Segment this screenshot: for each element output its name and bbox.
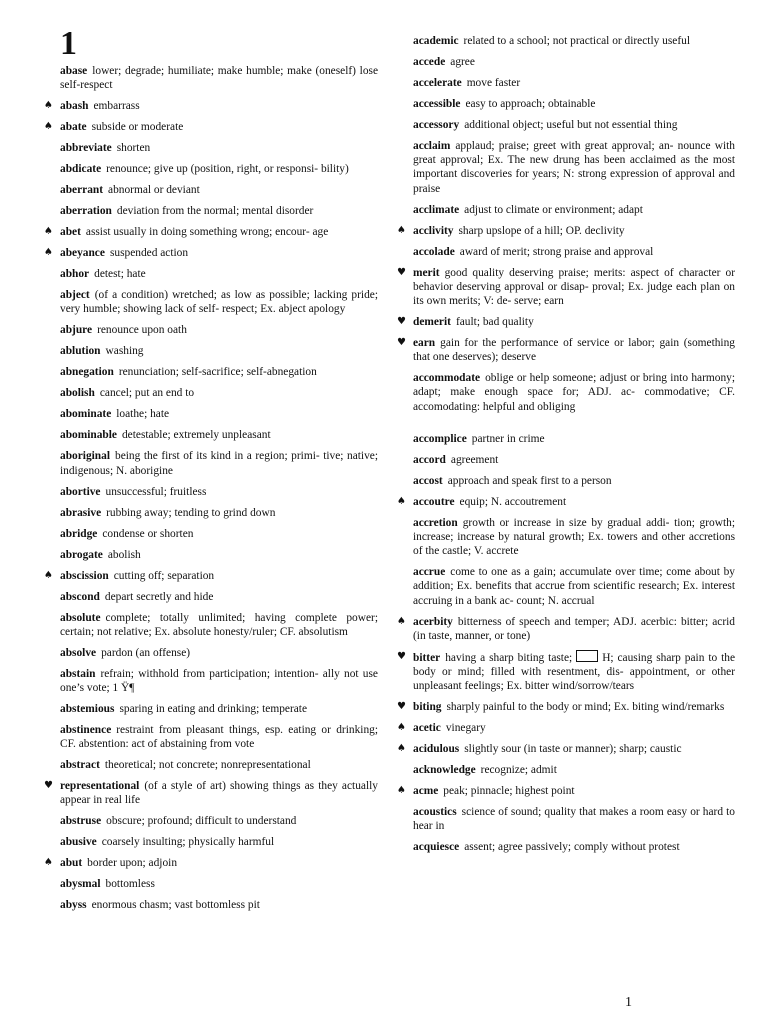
entry-term: merit: [413, 266, 440, 279]
entry-definition: condense or shorten: [102, 527, 194, 540]
spade-icon: ♠: [44, 569, 53, 581]
entry-term: abscond: [60, 590, 100, 603]
entry-term: abhor: [60, 268, 90, 281]
entry-term: academic: [413, 35, 459, 47]
spade-icon: ♠: [397, 743, 406, 755]
entry-definition: growth or increase in size by gradual addi- tion; growth; increase; increase by natural growth; Ex. towers and other accretions of the castle; V. accrete: [413, 516, 735, 558]
dictionary-entry: [44, 611, 378, 639]
dictionary-entry: [397, 139, 735, 196]
entry-term: accede: [413, 56, 446, 68]
entry-definition: sharply painful to the body or mind; Ex. biting wind/remarks: [446, 701, 725, 714]
dictionary-entry: [397, 516, 735, 559]
dictionary-entry: [397, 495, 735, 509]
entry-definition: sparing in eating and drinking; temperate: [119, 703, 308, 716]
entry-definition: peak; pinnacle; highest point: [443, 785, 575, 798]
spade-icon: ♠: [44, 857, 53, 869]
entry-definition: rubbing away; tending to grind down: [106, 506, 276, 519]
dictionary-entry: [397, 721, 735, 735]
entry-definition: shorten: [116, 142, 151, 155]
entry-definition: subside or moderate: [91, 121, 184, 134]
dictionary-entry: [44, 141, 378, 155]
dictionary-entry: [44, 779, 378, 807]
entry-definition: unsuccessful; fruitless: [105, 485, 207, 498]
dictionary-entry: [397, 76, 735, 90]
entry-definition: assist usually in doing something wrong; encour- age: [85, 226, 329, 239]
entry-term: accessory: [413, 119, 460, 131]
entry-term: abate: [60, 121, 87, 134]
entry-term: accost: [413, 474, 443, 487]
entry-term: absolute: [60, 611, 101, 624]
entry-term: abut: [60, 857, 83, 870]
dictionary-entry: [397, 453, 735, 467]
entry-definition: slightly sour (in taste or manner); sharp; caustic: [464, 743, 682, 756]
entry-term: abusive: [60, 836, 97, 849]
left-column: [44, 64, 378, 919]
dictionary-entry: [44, 428, 378, 442]
spade-icon: ♠: [44, 247, 53, 259]
spade-icon: ♠: [44, 121, 53, 133]
spade-icon: ♠: [397, 224, 406, 236]
entry-term: biting: [413, 701, 442, 714]
entry-definition: enormous chasm; vast bottomless pit: [91, 899, 260, 912]
entry-definition: recognize; admit: [480, 764, 557, 777]
spade-icon: ♠: [397, 615, 406, 627]
entry-term: abrasive: [60, 506, 102, 519]
heart-icon: ♥: [44, 780, 53, 792]
page-heading-number: 1: [60, 25, 77, 62]
entry-term: absolve: [60, 646, 97, 659]
dictionary-entry: [44, 485, 378, 499]
dictionary-entry: [44, 225, 378, 239]
dictionary-entry: [397, 784, 735, 798]
entry-term: accolade: [413, 245, 455, 258]
entry-definition: partner in crime: [471, 432, 545, 445]
entry-term: acoustics: [413, 806, 457, 819]
entry-definition: vinegary: [445, 722, 486, 735]
empty-box-icon: [576, 650, 598, 662]
entry-definition: award of merit; strong praise and approval: [459, 245, 654, 258]
dictionary-entry: [44, 646, 378, 660]
dictionary-entry: [44, 449, 378, 477]
entry-definition: assent; agree passively; comply without protest: [464, 841, 680, 854]
dictionary-entry: [44, 702, 378, 716]
entry-term: acidulous: [413, 743, 460, 756]
dictionary-entry: [44, 267, 378, 281]
entry-definition: obscure; profound; difficult to understand: [106, 815, 297, 828]
entry-definition: deviation from the normal; mental disorder: [116, 205, 314, 218]
dictionary-entry: [397, 245, 735, 259]
dictionary-entry: [44, 64, 378, 92]
entry-term: accelerate: [413, 77, 462, 89]
dictionary-entry: [44, 548, 378, 562]
entry-definition: suspended action: [109, 247, 189, 260]
entry-term: aboriginal: [60, 450, 111, 463]
entry-definition: move faster: [466, 77, 521, 89]
heart-icon: ♥: [397, 650, 406, 662]
entry-term: demerit: [413, 316, 451, 329]
entry-definition: approach and speak first to a person: [447, 474, 612, 487]
entry-term: abyss: [60, 899, 87, 912]
dictionary-entry: [397, 34, 735, 48]
entry-definition: renounce upon oath: [97, 324, 187, 337]
entry-definition: border upon; adjoin: [87, 857, 178, 870]
entry-term: accomplice: [413, 432, 467, 445]
entry-definition: cutting off; separation: [113, 569, 215, 582]
dictionary-entry: [397, 315, 735, 329]
dictionary-entry: [397, 97, 735, 111]
entry-definition: fault; bad quality: [455, 316, 534, 329]
entry-definition: gain for the performance of service or labor; gain (something that one deserves); deserve: [413, 337, 735, 364]
dictionary-entry: [397, 763, 735, 777]
entry-definition: bottomless: [105, 878, 155, 891]
entry-definition: agreement: [450, 453, 499, 466]
entry-term: abstemious: [60, 703, 115, 716]
entry-term: abnegation: [60, 366, 114, 379]
entry-term: abridge: [60, 527, 98, 540]
spade-icon: ♠: [397, 785, 406, 797]
entry-term: abbreviate: [60, 142, 112, 155]
entry-term: abortive: [60, 485, 101, 498]
spade-icon: ♠: [44, 226, 53, 238]
entry-definition: detestable; extremely unpleasant: [121, 429, 271, 442]
dictionary-entry: [397, 203, 735, 217]
entry-definition: coarsely insulting; physically harmful: [101, 836, 275, 849]
entry-definition: good quality deserving praise; merits: aspect of character or behavior deserving approval or disap- proval; Ex. judge each plan on its own merits; V: de- serve; earn: [413, 266, 735, 308]
entry-term: abstinence: [60, 724, 112, 737]
entry-term: aberration: [60, 205, 112, 218]
entry-term: abjure: [60, 324, 93, 337]
dictionary-entry: [44, 569, 378, 583]
entry-definition-continued: H; causing sharp pain to the body or mind; filled with resentment, dis- appointment, or other unpleasant feelings; Ex. bitter wind/sorrow/tears: [413, 651, 735, 693]
dictionary-entry: [44, 344, 378, 358]
dictionary-entry: [397, 650, 735, 694]
dictionary-entry: [397, 55, 735, 69]
entry-term: abrogate: [60, 548, 103, 561]
entry-term: acetic: [413, 722, 441, 735]
entry-definition: renunciation; self-sacrifice; self-abnegation: [118, 366, 317, 379]
entry-term: abstruse: [60, 815, 102, 828]
entry-term: accoutre: [413, 495, 455, 508]
entry-term: acme: [413, 785, 439, 798]
dictionary-entry: [397, 840, 735, 854]
entry-definition: related to a school; not practical or directly useful: [463, 35, 691, 47]
dictionary-entry: [44, 877, 378, 891]
entry-term: acknowledge: [413, 764, 476, 777]
entry-term: acclaim: [413, 140, 451, 152]
entry-definition: complete; totally unlimited; having complete power; certain; not relative; Ex. absolute honesty/ruler; CF. absolutism: [60, 611, 378, 638]
entry-term: abysmal: [60, 878, 101, 891]
entry-definition: applaud; praise; greet with great approval; an- nounce with great approval; Ex. The new drung has been acclaimed as the most important discoveries for years; N: strong expression of approval and praise: [413, 140, 735, 195]
entry-definition: adjust to climate or environment; adapt: [464, 203, 643, 216]
entry-term: accommodate: [413, 372, 481, 385]
heart-icon: ♥: [397, 701, 406, 713]
entry-term: accretion: [413, 516, 458, 529]
dictionary-entry: [397, 118, 735, 132]
dictionary-entry: [44, 758, 378, 772]
entry-term: accrue: [413, 566, 446, 579]
entry-definition: easy to approach; obtainable: [465, 98, 596, 110]
heart-icon: ♥: [397, 337, 406, 349]
dictionary-entry: [397, 432, 735, 446]
dictionary-entry: [397, 224, 735, 238]
dictionary-entry: [44, 204, 378, 218]
entry-term: accessible: [413, 98, 461, 110]
entry-definition: equip; N. accoutrement: [459, 495, 567, 508]
dictionary-entry: [397, 700, 735, 714]
dictionary-entry: [44, 120, 378, 134]
dictionary-entry: [397, 805, 735, 833]
entry-term: abeyance: [60, 247, 105, 260]
spade-icon: ♠: [397, 722, 406, 734]
entry-definition: theoretical; not concrete; nonrepresentational: [104, 759, 311, 772]
entry-term: abdicate: [60, 163, 102, 176]
entry-definition: embarrass: [93, 100, 140, 113]
spade-icon: ♠: [44, 100, 53, 112]
right-column: [397, 34, 735, 861]
dictionary-entry: [44, 162, 378, 176]
dictionary-entry: [397, 266, 735, 309]
entry-definition: restraint from pleasant things, esp. eating or drinking; CF. abstention: act of abstaining from vote: [60, 724, 378, 751]
dictionary-entry: [44, 246, 378, 260]
entry-term: ablution: [60, 345, 101, 358]
entry-definition: abolish: [107, 548, 141, 561]
dictionary-entry: [44, 288, 378, 316]
entry-term: abominate: [60, 408, 112, 421]
dictionary-entry: [44, 386, 378, 400]
dictionary-entry: [397, 336, 735, 364]
entry-term: representational: [60, 780, 140, 793]
entry-term: abet: [60, 226, 81, 239]
heart-icon: ♥: [397, 316, 406, 328]
entry-term: aberrant: [60, 184, 104, 197]
dictionary-entry: [397, 615, 735, 643]
entry-definition: (of a style of art) showing things as they actually appear in real life: [60, 780, 378, 807]
spade-icon: ♠: [397, 495, 406, 507]
entry-definition: bitterness of speech and temper; ADJ. acerbic: bitter; acrid (in taste, manner, or tone): [413, 615, 735, 642]
entry-term: abase: [60, 65, 88, 77]
entry-definition: (of a condition) wretched; as low as possible; lacking pride; very humble; showing lack of self- respect; Ex. abject apology: [60, 289, 378, 316]
dictionary-entry: [44, 898, 378, 912]
entry-term: abstain: [60, 667, 96, 680]
dictionary-entry: [44, 183, 378, 197]
entry-definition: pardon (an offense): [101, 646, 191, 659]
entry-definition: washing: [105, 345, 144, 358]
entry-term: acerbity: [413, 615, 453, 628]
entry-term: abolish: [60, 387, 95, 400]
entry-definition: agree: [450, 56, 475, 68]
entry-term: acclimate: [413, 203, 460, 216]
dictionary-entry: [44, 407, 378, 421]
entry-definition: cancel; put an end to: [99, 387, 195, 400]
dictionary-entry: [44, 590, 378, 604]
footer-page-number: 1: [625, 995, 632, 1010]
dictionary-entry: [44, 814, 378, 828]
entry-definition: loathe; hate: [116, 408, 170, 421]
dictionary-entry: [44, 527, 378, 541]
entry-term: abash: [60, 100, 89, 113]
entry-term: abject: [60, 289, 90, 302]
entry-definition: detest; hate: [94, 268, 146, 281]
dictionary-entry: [44, 506, 378, 520]
entry-definition: depart secretly and hide: [104, 590, 214, 603]
dictionary-entry: [44, 835, 378, 849]
entry-definition: renounce; give up (position, right, or responsi- bility): [106, 163, 349, 176]
dictionary-entry: [397, 565, 735, 608]
entry-term: accord: [413, 453, 446, 466]
entry-term: abstract: [60, 759, 100, 772]
entry-definition: oblige or help someone; adjust or bring into harmony; adapt; make enough space for; ADJ. ac- commodative; CF. accomodating: helpful and obliging: [413, 372, 735, 413]
heart-icon: ♥: [397, 266, 406, 278]
dictionary-entry: [44, 856, 378, 870]
dictionary-entry: [44, 365, 378, 379]
entry-definition: being the first of its kind in a region; primi- tive; native; indigenous; N. aborigine: [60, 450, 378, 477]
dictionary-entry: [397, 474, 735, 488]
entry-term: abominable: [60, 429, 117, 442]
entry-term: bitter: [413, 651, 441, 664]
dictionary-entry: [44, 323, 378, 337]
entry-term: acclivity: [413, 224, 454, 237]
entry-definition: sharp upslope of a hill; OP. declivity: [458, 224, 625, 237]
entry-definition: science of sound; quality that makes a room easy or hard to hear in: [413, 806, 735, 833]
dictionary-entry: [44, 99, 378, 113]
entry-term: abscission: [60, 569, 109, 582]
dictionary-entry: [397, 371, 735, 414]
entry-definition: additional object; useful but not essential thing: [464, 119, 678, 131]
dictionary-entry: [44, 723, 378, 751]
dictionary-entry: [44, 667, 378, 695]
entry-definition: lower; degrade; humiliate; make humble; make (oneself) lose self-respect: [60, 65, 378, 92]
entry-term: earn: [413, 337, 436, 350]
entry-definition: having a sharp biting taste;: [445, 651, 573, 664]
dictionary-entry: [397, 742, 735, 756]
entry-term: acquiesce: [413, 841, 460, 854]
entry-definition: abnormal or deviant: [108, 184, 200, 197]
entry-definition: come to one as a gain; accumulate over time; come about by addition; Ex. benefits that accrue from scientific research; Ex. interest accruing in a bank ac- count; N. accrual: [413, 566, 735, 607]
entry-definition: refrain; withhold from participation; intention- ally not use one’s vote; 1 Ÿ¶: [60, 667, 378, 695]
